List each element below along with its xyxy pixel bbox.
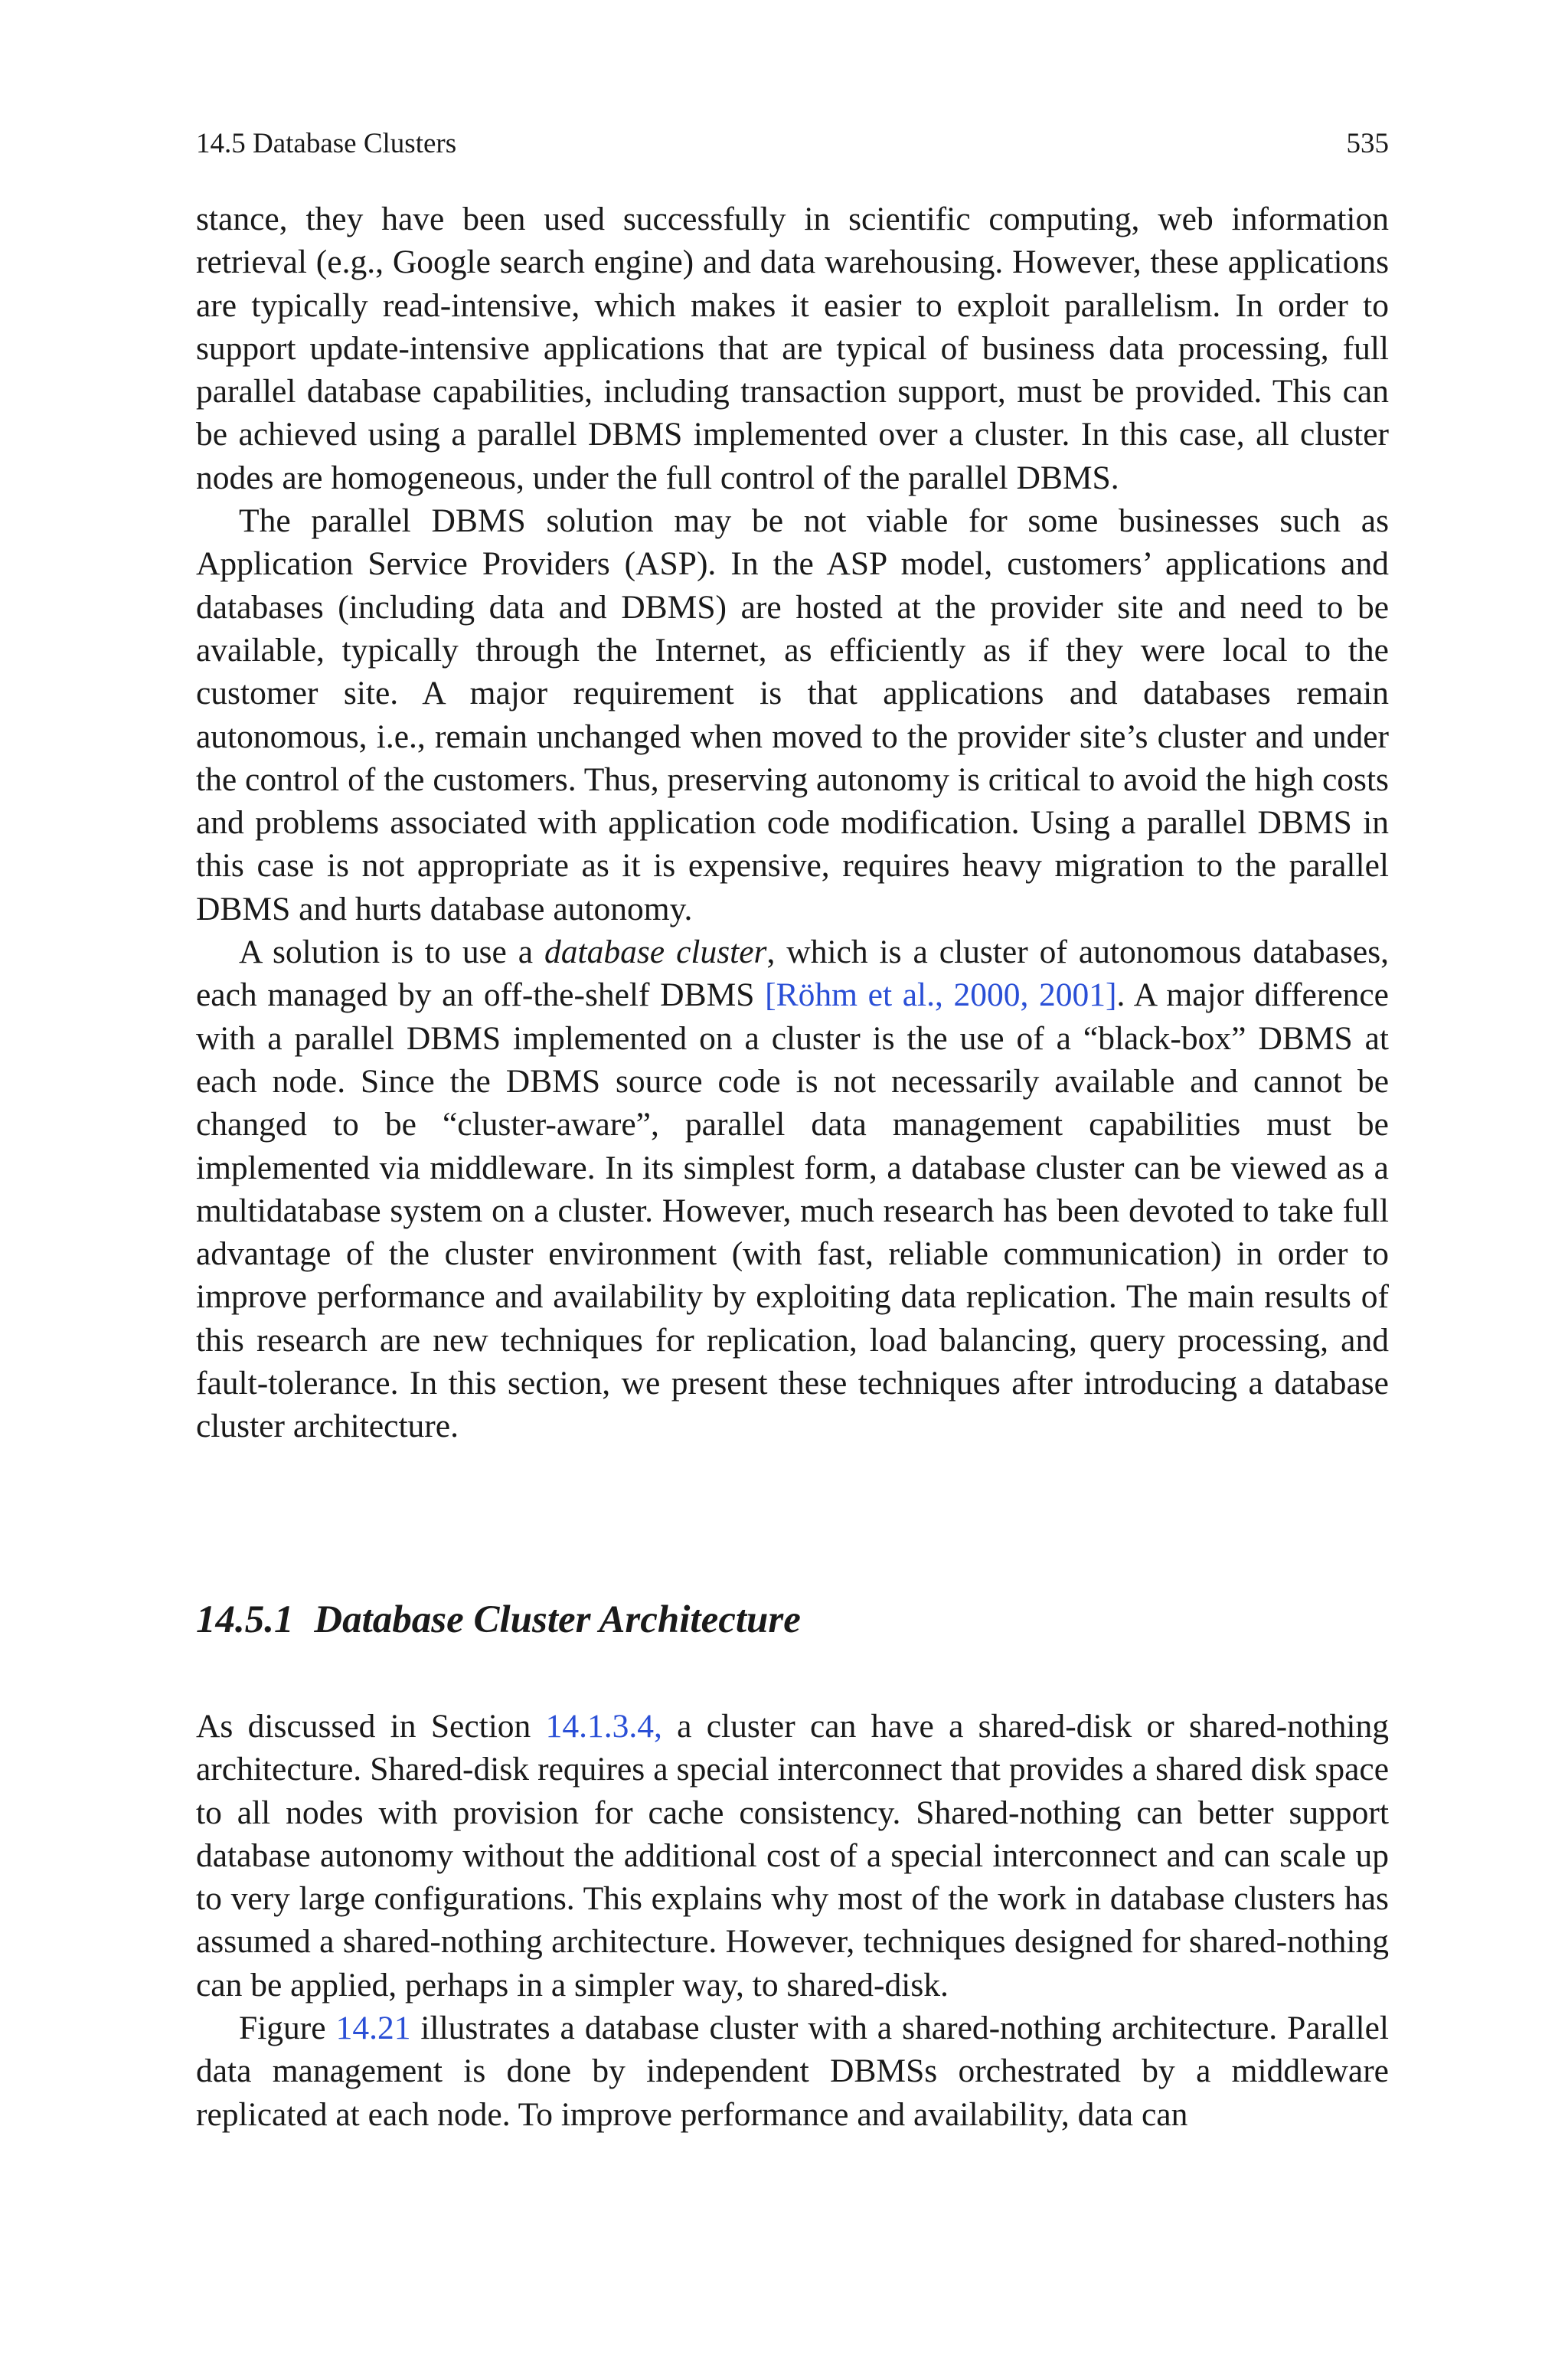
- paragraph-5: [196, 2007, 1389, 2136]
- paragraph-4-text-b: a cluster can have a shared-disk or shared-nothing architecture. Shared-disk requires a special interconnect that provides a shared disk space to all nodes with provision for cache consistency. Shared-nothing can better support database autonomy without the additional cost of a special interconnect and can scale up to very large configurations. This explains why most of the work in database clusters has assumed a shared-nothing architecture. However, techniques designed for shared-nothing can be applied, perhaps in a simpler way, to shared-disk.: [196, 1708, 1389, 2003]
- paragraph-1-text: stance, they have been used successfully in scientific computing, web information retrieval (e.g., Google search engine) and data warehousing. However, these applications are typically read-intensive, which makes it easier to exploit parallelism. In order to support update-intensive applications that are typical of business data processing, full parallel database capabilities, including transaction support, must be provided. This can be achieved using a parallel DBMS implemented over a cluster. In this case, all cluster nodes are homogeneous, under the full control of the parallel DBMS.: [196, 201, 1389, 496]
- paragraph-5-text-b: illustrates a database cluster with a shared-nothing architecture. Parallel data management is done by independent DBMSs orchestrated by a middleware replicated at each node. To improve performance and availability, data can: [196, 2010, 1389, 2133]
- paragraph-3-text-b: , which is a cluster of autonomous databases, each managed by an off-the-shelf DBMS: [196, 934, 1390, 1014]
- body-text-block-2: [196, 1705, 1389, 2136]
- running-head-section: 14.5 Database Clusters: [196, 128, 457, 159]
- paragraph-5-text-a: Figure: [239, 2010, 336, 2047]
- term-database-cluster: database cluster: [544, 934, 767, 971]
- section-title: Database Cluster Architecture: [314, 1598, 801, 1641]
- body-text-block-1: [196, 198, 1389, 1448]
- figure-link-14-21[interactable]: 14.21: [335, 2010, 411, 2047]
- section-heading: [196, 1595, 1389, 1644]
- paragraph-2-text: The parallel DBMS solution may be not viable for some businesses such as Application Service Providers (ASP). In the ASP model, customers’ applications and databases (including data and DBMS) are hosted at the provider site and need to be available, typically through the Internet, as efficiently as if they were local to the customer site. A major requirement is that applications and databases remain autonomous, i.e., remain unchanged when moved to the provider site’s cluster and under the control of the customers. Thus, preserving autonomy is critical to avoid the high costs and problems associated with application code modification. Using a parallel DBMS in this case is not appropriate as it is expensive, requires heavy migration to the parallel DBMS and hurts database autonomy.: [196, 502, 1389, 927]
- paragraph-4: [196, 1705, 1389, 2007]
- section-number: 14.5.1: [196, 1598, 294, 1641]
- paragraph-3-text-a: A solution is to use a: [239, 934, 545, 971]
- paragraph-3-text-c: . A major difference with a parallel DBMS implemented on a cluster is the use of a “black-box” DBMS at each node. Since the DBMS source code is not necessarily available and cannot be changed to be “cluster-aware”, parallel data management capabilities must be implemented via middleware. In its simplest form, a database cluster can be viewed as a multidatabase system on a cluster. However, much research has been devoted to take full advantage of the cluster environment (with fast, reliable communication) in order to improve performance and availability by exploiting data replication. The main results of this research are new techniques for replication, load balancing, query processing, and fault-tolerance. In this section, we present these techniques after introducing a database cluster architecture.: [196, 976, 1389, 1445]
- section-link-14-1-3-4[interactable]: 14.1.3.4,: [545, 1708, 662, 1745]
- paragraph-2: [196, 499, 1389, 931]
- running-head: [196, 126, 1389, 162]
- paragraph-4-text-a: As discussed in Section: [196, 1708, 546, 1745]
- paragraph-3: [196, 931, 1389, 1448]
- citation-link-rohm[interactable]: [Röhm et al., 2000, 2001]: [765, 976, 1117, 1014]
- page-number: 535: [1346, 128, 1389, 159]
- paragraph-1: [196, 198, 1389, 499]
